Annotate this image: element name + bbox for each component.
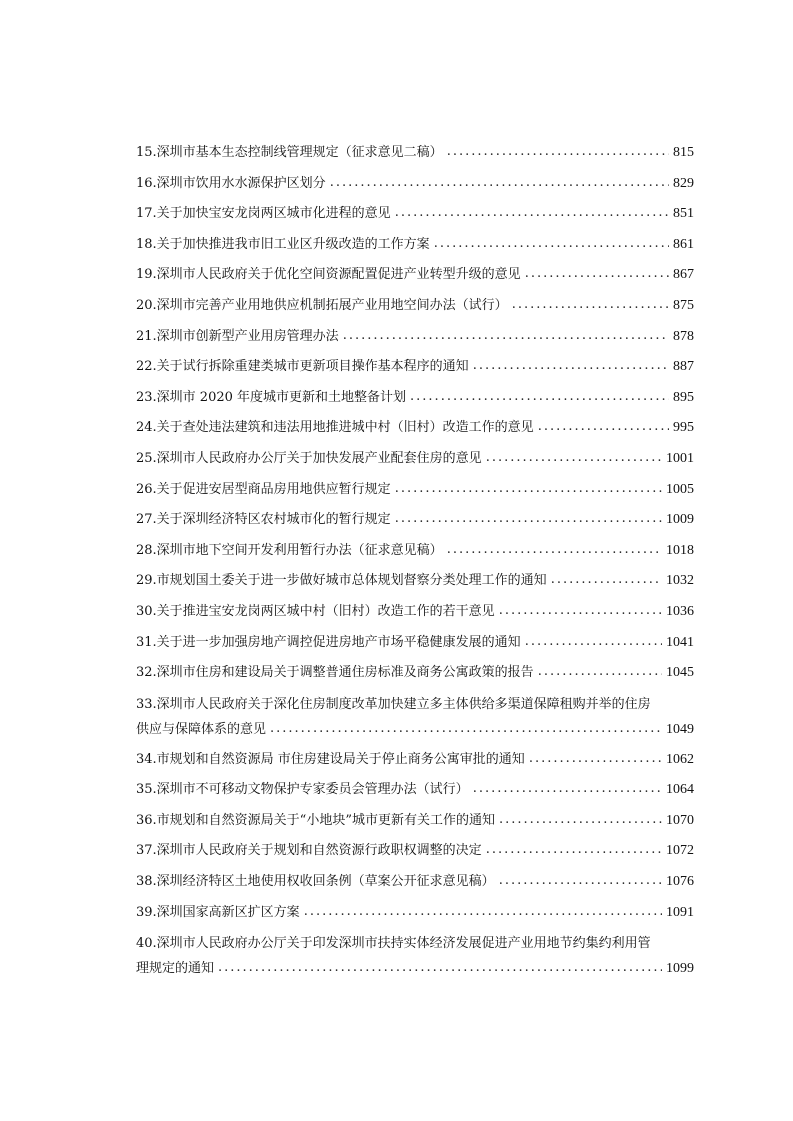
toc-entry-page: 1091 — [666, 904, 694, 920]
toc-entry[interactable] — [136, 898, 694, 929]
dot-leader — [473, 774, 662, 805]
toc-entry-title: 31.关于进一步加强房地产调控促进房地产市场平稳健康发展的通知 — [136, 634, 521, 650]
toc-entry-page: 1064 — [666, 782, 694, 798]
toc-entry-page: 895 — [673, 389, 694, 405]
toc-entry-title: 37.深圳市人民政府关于规划和自然资源行政职权调整的决定 — [136, 843, 482, 859]
dot-leader — [343, 321, 669, 352]
dot-leader — [499, 866, 662, 897]
toc-entry[interactable] — [136, 536, 694, 567]
toc-entry-title: 36.市规划和自然资源局关于“小地块”城市更新有关工作的通知 — [136, 812, 495, 828]
toc-entry[interactable] — [136, 444, 694, 475]
toc-entry-title: 17.关于加快宝安龙岗两区城市化进程的意见 — [136, 206, 391, 222]
toc-entry-line2 — [136, 717, 694, 745]
toc-group-1 — [136, 138, 694, 689]
dot-leader — [499, 596, 662, 627]
toc-entry-page: 995 — [673, 420, 694, 436]
dot-leader — [304, 897, 662, 928]
toc-group-2 — [136, 745, 694, 929]
toc-entry-40[interactable] — [136, 928, 694, 984]
dot-leader — [434, 229, 669, 260]
dot-leader — [447, 137, 669, 168]
toc-entry-title: 35.深圳市不可移动文物保护专家委员会管理办法（试行） — [136, 782, 469, 798]
toc-entry[interactable] — [136, 383, 694, 414]
dot-leader — [525, 259, 669, 290]
dot-leader — [447, 535, 662, 566]
toc-entry-title: 27.关于深圳经济特区农村城市化的暂行规定 — [136, 512, 391, 528]
toc-entry[interactable] — [136, 352, 694, 383]
toc-entry-page: 1041 — [666, 634, 694, 650]
toc-entry[interactable] — [136, 775, 694, 806]
toc-entry-title: 30.关于推进宝安龙岗两区城中村（旧村）改造工作的若干意见 — [136, 603, 495, 619]
toc-entry[interactable] — [136, 806, 694, 837]
toc-entry-page: 1001 — [666, 450, 694, 466]
toc-entry-title-line2: 理规定的通知 — [136, 961, 215, 977]
toc-entry-page: 1009 — [666, 512, 694, 528]
toc-entry-title: 34.市规划和自然资源局 市住房建设局关于停止商务公寓审批的通知 — [136, 751, 525, 767]
toc-entry-title: 39.深圳国家高新区扩区方案 — [136, 904, 300, 920]
toc-entry-title: 15.深圳市基本生态控制线管理规定（征求意见二稿） — [136, 145, 443, 160]
toc-entry-title: 29.市规划国土委关于进一步做好城市总体规划督察分类处理工作的通知 — [136, 573, 547, 589]
toc-entry-page: 1072 — [666, 843, 694, 859]
dot-leader — [486, 835, 662, 866]
toc-entry[interactable] — [136, 867, 694, 898]
toc-entry-title: 24.关于查处违法建筑和违法用地推进城中村（旧村）改造工作的意见 — [136, 420, 534, 436]
toc-entry[interactable] — [136, 475, 694, 506]
toc-entry-title: 18.关于加快推进我市旧工业区升级改造的工作方案 — [136, 236, 430, 252]
dot-leader — [551, 565, 662, 596]
toc-entry-title: 25.深圳市人民政府办公厅关于加快发展产业配套住房的意见 — [136, 450, 482, 466]
toc-entry-page: 1076 — [666, 874, 694, 890]
dot-leader — [499, 805, 662, 836]
toc-entry-page: 1099 — [666, 961, 694, 977]
toc-entry[interactable] — [136, 291, 694, 322]
toc-entry[interactable] — [136, 413, 694, 444]
toc-entry[interactable] — [136, 138, 694, 169]
toc-entry[interactable] — [136, 505, 694, 536]
dot-leader — [218, 955, 662, 980]
toc-entry-title: 21.深圳市创新型产业用房管理办法 — [136, 328, 339, 344]
dot-leader — [473, 351, 669, 382]
toc-entry-line2 — [136, 956, 694, 984]
toc-entry-title: 28.深圳市地下空间开发利用暂行办法（征求意见稿） — [136, 542, 443, 558]
toc-entry-page: 1045 — [666, 665, 694, 681]
toc-entry-page: 1062 — [666, 751, 694, 767]
toc-entry[interactable] — [136, 745, 694, 776]
dot-leader — [410, 382, 669, 413]
toc-entry[interactable] — [136, 322, 694, 353]
toc-entry-page: 878 — [673, 328, 694, 344]
toc-entry[interactable] — [136, 566, 694, 597]
toc-entry[interactable] — [136, 597, 694, 628]
dot-leader — [330, 168, 669, 199]
toc-entry-page: 1005 — [666, 481, 694, 497]
toc-entry-page: 829 — [673, 175, 694, 191]
toc-entry-33[interactable] — [136, 689, 694, 745]
toc-entry-page: 861 — [673, 236, 694, 252]
dot-leader — [538, 657, 662, 688]
dot-leader — [529, 744, 662, 775]
toc-entry[interactable] — [136, 169, 694, 200]
toc-entry-page: 1049 — [666, 721, 694, 737]
dot-leader — [395, 504, 662, 535]
toc-entry-page: 1018 — [666, 542, 694, 558]
toc-entry-page: 1032 — [666, 573, 694, 589]
toc-entry-page: 815 — [673, 145, 694, 160]
toc-entry-page: 851 — [673, 206, 694, 222]
dot-leader — [525, 627, 662, 658]
toc-entry[interactable] — [136, 230, 694, 261]
toc-entry-title-line2: 供应与保障体系的意见 — [136, 721, 267, 737]
toc-entry-title: 20.深圳市完善产业用地供应机制拓展产业用地空间办法（试行） — [136, 297, 508, 313]
toc-entry-title: 38.深圳经济特区土地使用权收回条例（草案公开征求意见稿） — [136, 874, 495, 890]
toc-entry-title-line1: 33.深圳市人民政府关于深化住房制度改革加快建立多主体供给多渠道保障租购并举的住房 — [136, 696, 651, 712]
toc-entry-title: 16.深圳市饮用水水源保护区划分 — [136, 175, 326, 191]
toc-entry[interactable] — [136, 260, 694, 291]
toc-entry-page: 1036 — [666, 603, 694, 619]
dot-leader — [512, 290, 669, 321]
dot-leader — [395, 474, 662, 505]
dot-leader — [486, 443, 662, 474]
dot-leader — [538, 412, 669, 443]
toc-entry[interactable] — [136, 199, 694, 230]
toc-entry-title: 26.关于促进安居型商品房用地供应暂行规定 — [136, 481, 391, 497]
toc-entry[interactable] — [136, 628, 694, 659]
toc-entry-page: 1070 — [666, 812, 694, 828]
toc-entry-title-line1: 40.深圳市人民政府办公厅关于印发深圳市扶持实体经济发展促进产业用地节约集约利用管 — [136, 936, 651, 952]
dot-leader — [270, 716, 662, 741]
toc-entry[interactable] — [136, 658, 694, 689]
toc-entry-page: 887 — [673, 359, 694, 375]
toc-entry-title: 32.深圳市住房和建设局关于调整普通住房标准及商务公寓政策的报告 — [136, 665, 534, 681]
table-of-contents — [136, 138, 694, 984]
toc-entry-page: 875 — [673, 297, 694, 313]
dot-leader — [395, 198, 669, 229]
toc-entry-title: 19.深圳市人民政府关于优化空间资源配置促进产业转型升级的意见 — [136, 267, 521, 283]
toc-entry-page: 867 — [673, 267, 694, 283]
toc-entry-title: 23.深圳市 2020 年度城市更新和土地整备计划 — [136, 389, 407, 405]
toc-entry[interactable] — [136, 836, 694, 867]
toc-entry-title: 22.关于试行拆除重建类城市更新项目操作基本程序的通知 — [136, 359, 469, 375]
